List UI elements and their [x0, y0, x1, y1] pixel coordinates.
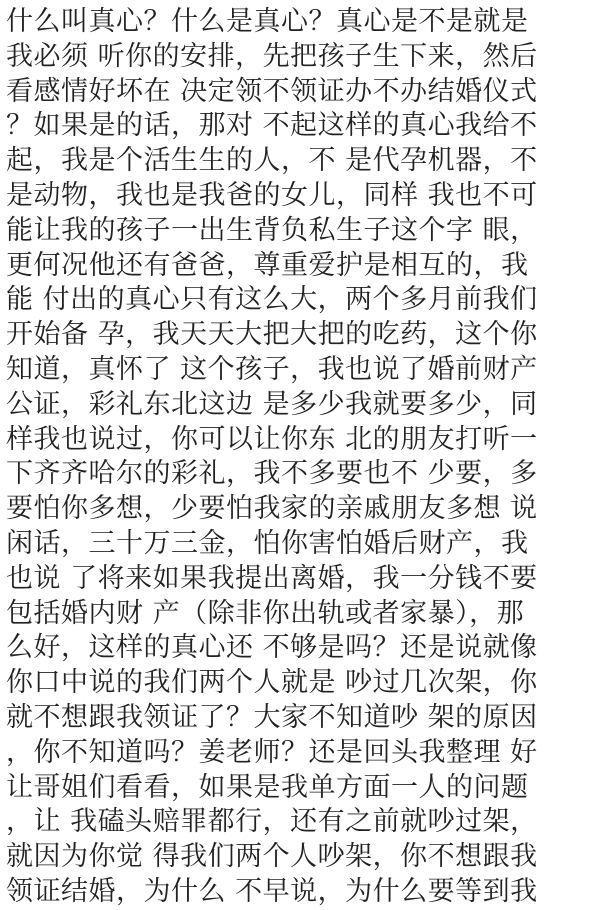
text-line: 能 付出的真心只有这么大，两个多月前我们: [6, 284, 538, 316]
text-line: 要怕你多想，少要怕我家的亲戚朋友多想 说: [6, 493, 538, 525]
text-line: 包括婚内财 产（除非你出轨或者家暴），那: [6, 597, 525, 629]
text-line: 就因为你觉 得我们两个人吵架，你不想跟我: [6, 841, 538, 873]
text-line: 领证结婚，为什么 不早说，为什么要等到我: [6, 875, 538, 907]
text-line: 么好，这样的真心还 不够是吗？还是说就像: [6, 632, 538, 664]
post-text: [6, 5, 598, 910]
text-line: 闲话，三十万三金，怕你害怕婚后财产，我: [6, 527, 529, 559]
text-line: 是动物，我也是我爸的女儿，同样 我也不可: [6, 179, 538, 211]
text-line: 你口中说的我们两个人就是 吵过几次架，你: [6, 667, 538, 699]
text-line: ，让 我磕头赔罪都行，还有之前就吵过架，: [6, 806, 538, 838]
text-line: 样我也说过，你可以让你东 北的朋友打听一: [6, 423, 538, 455]
text-line: 就不想跟我领证了？大家不知道吵 架的原因: [6, 701, 538, 733]
text-line: 能让我的孩子一出生背负私生子这个字 眼，: [6, 214, 538, 246]
text-line: 更何况他还有爸爸，尊重爱护是相互的，我: [6, 249, 529, 281]
text-line: 也说 了将来如果我提出离婚，我一分钱不要: [6, 562, 538, 594]
text-line: ，你不知道吗？姜老师？还是回头我整理 好: [6, 736, 538, 768]
text-line: 看感情好坏在 决定领不领证办不办结婚仪式: [6, 75, 538, 107]
text-line: 开始备 孕，我天天大把大把的吃药，这个你: [6, 319, 538, 351]
text-line: 我必须 听你的安排，先把孩子生下来，然后: [6, 40, 538, 72]
text-line: 下齐齐哈尔的彩礼，我不多要也不 少要，多: [6, 458, 538, 490]
text-line: 让哥姐们看看，如果是我单方面一人的问题: [6, 771, 529, 803]
text-line: ？如果是的话，那对 不起这样的真心我给不: [6, 110, 538, 142]
text-line: 知道，真怀了 这个孩子，我也说了婚前财产: [6, 353, 538, 385]
text-line: 什么叫真心？什么是真心？真心是不是就是: [6, 6, 529, 37]
text-line: 起，我是个活生生的人，不 是代孕机器，不: [6, 145, 538, 177]
text-line: 公证，彩礼东北这边 是多少我就要多少，同: [6, 388, 538, 420]
